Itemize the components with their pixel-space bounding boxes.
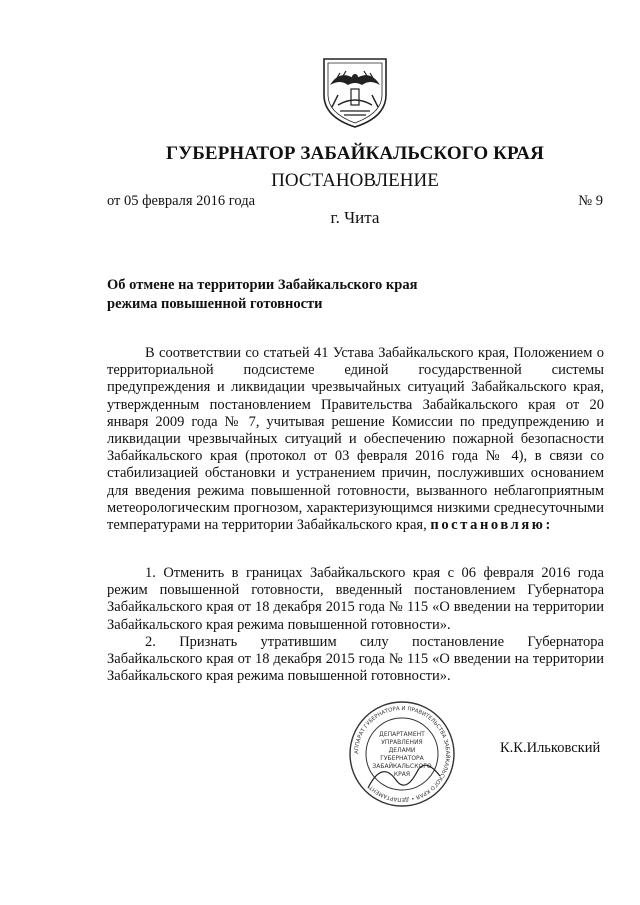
document-date: от 05 февраля 2016 года xyxy=(107,193,256,209)
seal-line-3: ДЕЛАМИ xyxy=(388,747,416,754)
subject-line-1: Об отмене на территории Забайкальского края xyxy=(107,277,418,293)
coat-of-arms-icon xyxy=(318,55,392,129)
decree-item-2: 2. Признать утратившим силу постановление Губернатора Забайкальского края от 18 декабря 2015 года № 115 «О введении на территории Забайкальского края режима повышенной готовности». xyxy=(107,633,604,685)
preamble-text: В соответствии со статьей 41 Устава Забайкальского края, Положением о территориальной подсистеме единой государственной системы предупреждения и ликвидации чрезвычайных ситуаций Забайкальского края, утвержденным постановлением Правительства Забайкальского края от 20 января 2009 года № 7, учитывая решение Комиссии по предупреждению и ликвидации чрезвычайных ситуаций и обеспечению пожарной безопасности Забайкальского края (протокол от 03 февраля 2016 года № 4), в связи со стабилизацией обстановки и устранением причин, послуживших основанием для введения режима повышенной готовности, вызванного неблагоприятным метеорологическим прогнозом, характеризующимся низкими среднесуточными температурами на территории Забайкальского края, xyxy=(107,345,604,534)
authority-title: ГУБЕРНАТОР ЗАБАЙКАЛЬСКОГО КРАЯ xyxy=(166,143,544,164)
seal-line-1: ДЕПАРТАМЕНТ xyxy=(379,731,425,738)
decree-items xyxy=(107,565,604,685)
official-seal-icon xyxy=(348,700,456,808)
decree-word: постановляю: xyxy=(430,517,553,534)
seal-line-5: ЗАБАЙКАЛЬСКОГО xyxy=(372,763,432,770)
document-number: № 9 xyxy=(578,193,603,209)
preamble xyxy=(107,345,604,534)
signatory-name: К.К.Ильковский xyxy=(500,740,601,756)
seal-line-4: ГУБЕРНАТОРА xyxy=(380,755,424,762)
seal-line-6: КРАЯ xyxy=(393,771,411,778)
seal-outer-text: АППАРАТ ГУБЕРНАТОРА И ПРАВИТЕЛЬСТВА ЗАБАЙКАЛЬСКОГО КРАЯ • ДЕПАРТАМЕНТ xyxy=(353,705,451,803)
decree-item-1: 1. Отменить в границах Забайкальского края с 06 февраля 2016 года режим повышенной готовности, введенный постановлением Губернатора Забайкальского края от 18 декабря 2015 года № 115 «О введении на территории Забайкальского края режима повышенной готовности». xyxy=(107,565,604,633)
seal-line-2: УПРАВЛЕНИЯ xyxy=(381,739,423,746)
document-subject xyxy=(107,276,417,314)
document-city: г. Чита xyxy=(330,208,380,227)
subject-line-2: режима повышенной готовности xyxy=(107,296,323,312)
document-type: ПОСТАНОВЛЕНИЕ xyxy=(271,170,439,191)
